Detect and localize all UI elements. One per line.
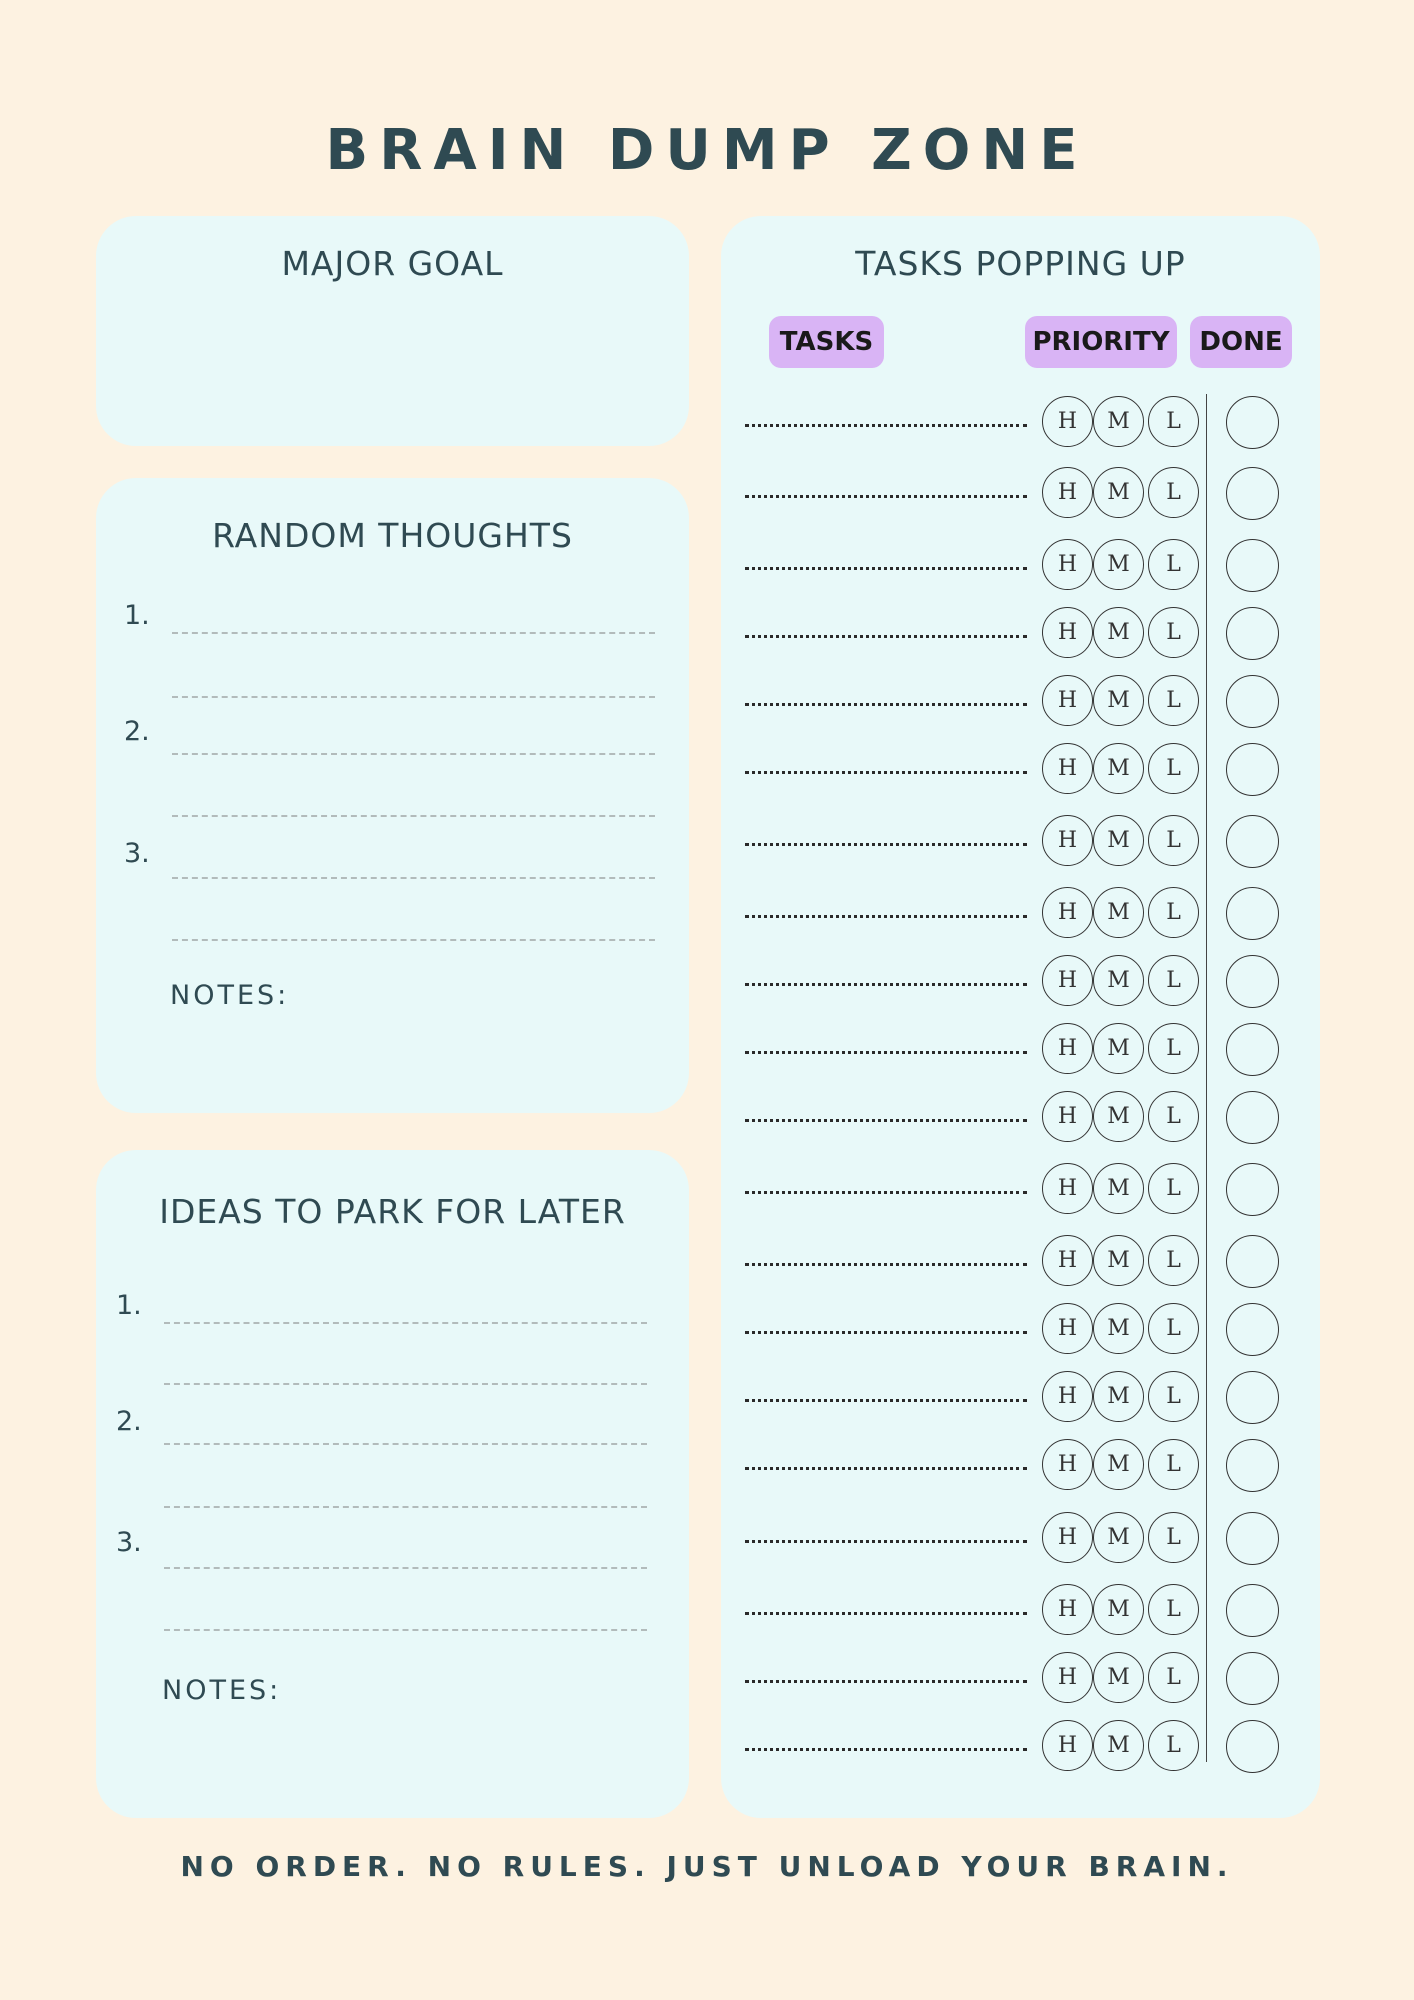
priority-high-option[interactable]: H <box>1042 1371 1093 1422</box>
done-checkbox[interactable] <box>1226 607 1279 660</box>
priority-medium-option[interactable]: M <box>1093 396 1144 447</box>
task-entry-line[interactable] <box>745 1331 1027 1334</box>
task-row <box>745 1439 1285 1495</box>
priority-medium-option[interactable]: M <box>1093 815 1144 866</box>
done-checkbox[interactable] <box>1226 1091 1279 1144</box>
task-entry-line[interactable] <box>745 567 1027 570</box>
random-thought-line[interactable] <box>172 815 655 817</box>
done-checkbox[interactable] <box>1226 1439 1279 1492</box>
ideas-title: IDEAS TO PARK FOR LATER <box>159 1192 626 1231</box>
idea-number: 3. <box>116 1527 142 1558</box>
priority-high-option[interactable]: H <box>1042 1235 1093 1286</box>
done-checkbox[interactable] <box>1226 955 1279 1008</box>
random-thought-line[interactable] <box>172 939 655 941</box>
priority-low-option[interactable]: L <box>1148 1235 1199 1286</box>
task-row <box>745 1720 1285 1776</box>
priority-high-option[interactable]: H <box>1042 955 1093 1006</box>
idea-line[interactable] <box>164 1506 647 1508</box>
done-checkbox[interactable] <box>1226 887 1279 940</box>
task-entry-line[interactable] <box>745 1612 1027 1615</box>
priority-low-option[interactable]: L <box>1148 1720 1199 1771</box>
priority-high-option[interactable]: H <box>1042 607 1093 658</box>
task-entry-line[interactable] <box>745 635 1027 638</box>
done-checkbox[interactable] <box>1226 396 1279 449</box>
done-checkbox[interactable] <box>1226 1720 1279 1773</box>
task-row <box>745 1584 1285 1640</box>
done-checkbox[interactable] <box>1226 1235 1279 1288</box>
footer-tagline: NO ORDER. NO RULES. JUST UNLOAD YOUR BRAIN. <box>180 1850 1234 1883</box>
task-entry-line[interactable] <box>745 1748 1027 1751</box>
random-thought-line[interactable] <box>172 753 655 755</box>
random-thought-number: 3. <box>124 838 150 869</box>
task-row <box>745 1652 1285 1708</box>
random-thought-number: 1. <box>124 600 150 631</box>
priority-high-option[interactable]: H <box>1042 675 1093 726</box>
priority-medium-option[interactable]: M <box>1093 955 1144 1006</box>
priority-high-option[interactable]: H <box>1042 1512 1093 1563</box>
priority-column-header: PRIORITY <box>1025 316 1177 368</box>
task-row <box>745 815 1285 871</box>
task-row <box>745 539 1285 595</box>
priority-low-option[interactable]: L <box>1148 1652 1199 1703</box>
idea-number: 2. <box>116 1406 142 1437</box>
priority-medium-option[interactable]: M <box>1093 1652 1144 1703</box>
priority-low-option[interactable]: L <box>1148 1512 1199 1563</box>
task-entry-line[interactable] <box>745 1540 1027 1543</box>
done-checkbox[interactable] <box>1226 1023 1279 1076</box>
priority-medium-option[interactable]: M <box>1093 1371 1144 1422</box>
priority-medium-option[interactable]: M <box>1093 1163 1144 1214</box>
random-thoughts-notes-label: NOTES: <box>170 980 290 1011</box>
priority-medium-option[interactable]: M <box>1093 539 1144 590</box>
done-checkbox[interactable] <box>1226 539 1279 592</box>
priority-high-option[interactable]: H <box>1042 1720 1093 1771</box>
task-row <box>745 955 1285 1011</box>
priority-medium-option[interactable]: M <box>1093 1720 1144 1771</box>
priority-high-option[interactable]: H <box>1042 396 1093 447</box>
priority-high-option[interactable]: H <box>1042 1652 1093 1703</box>
task-entry-line[interactable] <box>745 1051 1027 1054</box>
task-entry-line[interactable] <box>745 1467 1027 1470</box>
priority-medium-option[interactable]: M <box>1093 1023 1144 1074</box>
idea-line[interactable] <box>164 1443 647 1445</box>
random-thoughts-card <box>96 478 689 1113</box>
priority-high-option[interactable]: H <box>1042 1091 1093 1142</box>
priority-medium-option[interactable]: M <box>1093 1584 1144 1635</box>
idea-line[interactable] <box>164 1567 647 1569</box>
done-checkbox[interactable] <box>1226 815 1279 868</box>
idea-line[interactable] <box>164 1322 647 1324</box>
task-row <box>745 1023 1285 1079</box>
idea-number: 1. <box>116 1290 142 1321</box>
task-entry-line[interactable] <box>745 495 1027 498</box>
priority-medium-option[interactable]: M <box>1093 1512 1144 1563</box>
random-thought-line[interactable] <box>172 696 655 698</box>
page-title: BRAIN DUMP ZONE <box>325 118 1089 183</box>
task-entry-line[interactable] <box>745 1680 1027 1683</box>
priority-low-option[interactable]: L <box>1148 1371 1199 1422</box>
random-thought-number: 2. <box>124 716 150 747</box>
priority-low-option[interactable]: L <box>1148 467 1199 518</box>
priority-low-option[interactable]: L <box>1148 607 1199 658</box>
priority-high-option[interactable]: H <box>1042 1023 1093 1074</box>
task-row <box>745 467 1285 523</box>
tasks-title: TASKS POPPING UP <box>855 244 1186 283</box>
priority-low-option[interactable]: L <box>1148 1091 1199 1142</box>
task-entry-line[interactable] <box>745 1399 1027 1402</box>
priority-low-option[interactable]: L <box>1148 1303 1199 1354</box>
idea-line[interactable] <box>164 1383 647 1385</box>
task-row <box>745 396 1285 452</box>
priority-low-option[interactable]: L <box>1148 1163 1199 1214</box>
priority-medium-option[interactable]: M <box>1093 887 1144 938</box>
task-entry-line[interactable] <box>745 424 1027 427</box>
ideas-card <box>96 1150 689 1818</box>
done-checkbox[interactable] <box>1226 1163 1279 1216</box>
task-entry-line[interactable] <box>745 843 1027 846</box>
task-row <box>745 607 1285 663</box>
done-column-header: DONE <box>1190 316 1292 368</box>
priority-medium-option[interactable]: M <box>1093 743 1144 794</box>
done-checkbox[interactable] <box>1226 1371 1279 1424</box>
priority-low-option[interactable]: L <box>1148 1023 1199 1074</box>
priority-high-option[interactable]: H <box>1042 1163 1093 1214</box>
done-checkbox[interactable] <box>1226 467 1279 520</box>
random-thought-line[interactable] <box>172 877 655 879</box>
task-row <box>745 1163 1285 1219</box>
task-row <box>745 1235 1285 1291</box>
priority-low-option[interactable]: L <box>1148 887 1199 938</box>
task-entry-line[interactable] <box>745 1119 1027 1122</box>
task-row <box>745 1371 1285 1427</box>
task-entry-line[interactable] <box>745 983 1027 986</box>
tasks-column-header: TASKS <box>769 316 884 368</box>
done-checkbox[interactable] <box>1226 743 1279 796</box>
task-entry-line[interactable] <box>745 1263 1027 1266</box>
priority-low-option[interactable]: L <box>1148 396 1199 447</box>
priority-high-option[interactable]: H <box>1042 1439 1093 1490</box>
task-entry-line[interactable] <box>745 703 1027 706</box>
priority-medium-option[interactable]: M <box>1093 1091 1144 1142</box>
priority-low-option[interactable]: L <box>1148 539 1199 590</box>
ideas-notes-label: NOTES: <box>162 1675 282 1706</box>
priority-low-option[interactable]: L <box>1148 815 1199 866</box>
done-checkbox[interactable] <box>1226 1652 1279 1705</box>
priority-low-option[interactable]: L <box>1148 675 1199 726</box>
priority-medium-option[interactable]: M <box>1093 467 1144 518</box>
task-row <box>745 675 1285 731</box>
done-checkbox[interactable] <box>1226 1512 1279 1565</box>
task-row <box>745 743 1285 799</box>
priority-low-option[interactable]: L <box>1148 955 1199 1006</box>
priority-low-option[interactable]: L <box>1148 1584 1199 1635</box>
random-thoughts-title: RANDOM THOUGHTS <box>212 516 573 555</box>
priority-low-option[interactable]: L <box>1148 743 1199 794</box>
idea-line[interactable] <box>164 1629 647 1631</box>
done-checkbox[interactable] <box>1226 1584 1279 1637</box>
major-goal-card <box>96 216 689 446</box>
priority-high-option[interactable]: H <box>1042 743 1093 794</box>
priority-medium-option[interactable]: M <box>1093 1303 1144 1354</box>
priority-medium-option[interactable]: M <box>1093 675 1144 726</box>
task-row <box>745 1512 1285 1568</box>
priority-low-option[interactable]: L <box>1148 1439 1199 1490</box>
tasks-card <box>721 216 1320 1818</box>
major-goal-title: MAJOR GOAL <box>281 244 504 283</box>
priority-high-option[interactable]: H <box>1042 1584 1093 1635</box>
priority-high-option[interactable]: H <box>1042 887 1093 938</box>
random-thought-line[interactable] <box>172 632 655 634</box>
task-entry-line[interactable] <box>745 915 1027 918</box>
priority-medium-option[interactable]: M <box>1093 1235 1144 1286</box>
task-row <box>745 1091 1285 1147</box>
task-row <box>745 887 1285 943</box>
priority-high-option[interactable]: H <box>1042 1303 1093 1354</box>
priority-medium-option[interactable]: M <box>1093 607 1144 658</box>
task-entry-line[interactable] <box>745 1191 1027 1194</box>
task-entry-line[interactable] <box>745 771 1027 774</box>
priority-medium-option[interactable]: M <box>1093 1439 1144 1490</box>
priority-high-option[interactable]: H <box>1042 815 1093 866</box>
priority-high-option[interactable]: H <box>1042 467 1093 518</box>
priority-high-option[interactable]: H <box>1042 539 1093 590</box>
task-row <box>745 1303 1285 1359</box>
done-checkbox[interactable] <box>1226 1303 1279 1356</box>
done-checkbox[interactable] <box>1226 675 1279 728</box>
